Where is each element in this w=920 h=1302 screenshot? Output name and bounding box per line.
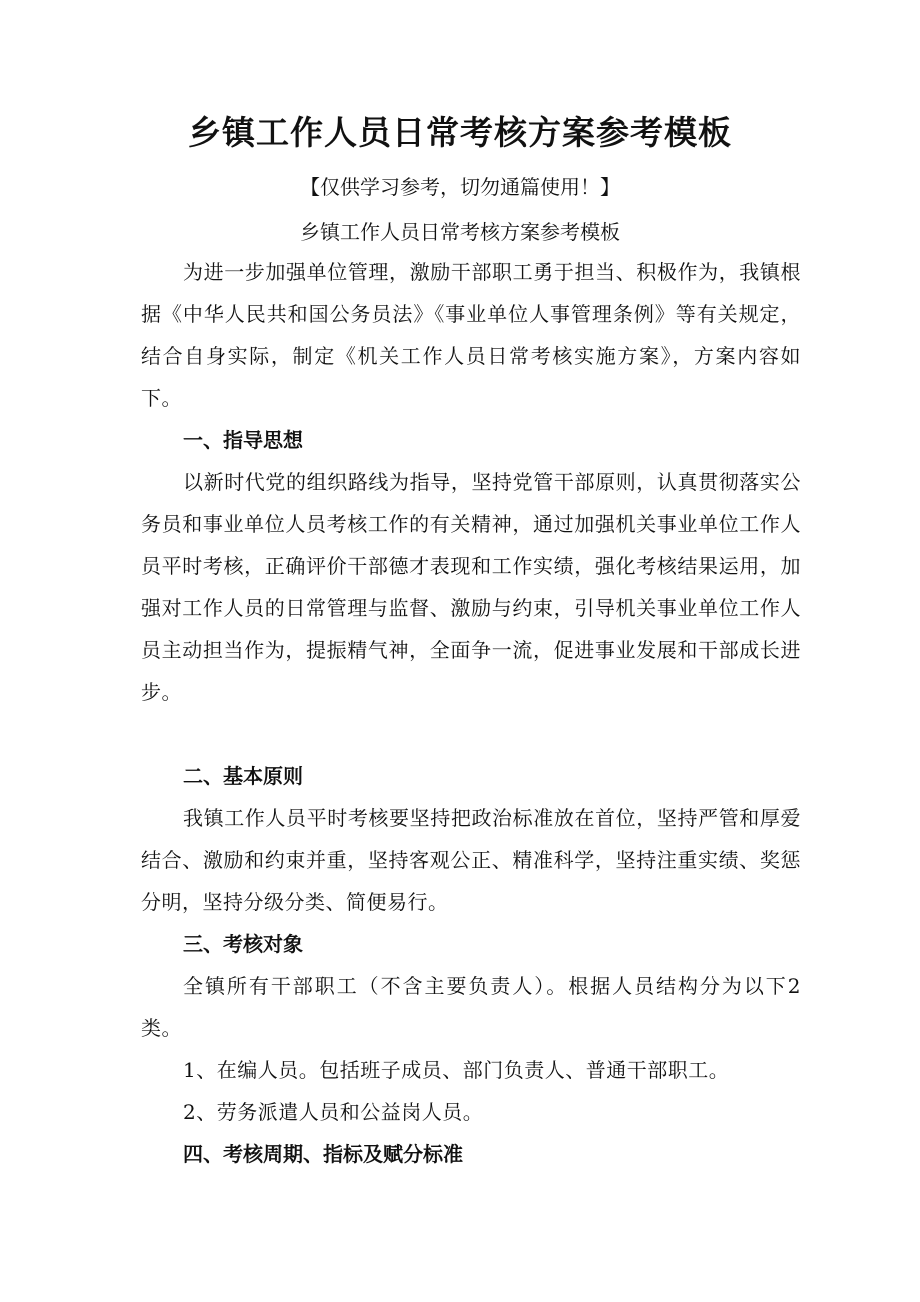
blank-line — [141, 713, 801, 755]
section-heading-guiding-ideology: 一、指导思想 — [183, 428, 303, 452]
section-heading-basic-principles: 二、基本原则 — [183, 764, 303, 788]
document-body — [141, 251, 801, 1175]
document-title: 乡镇工作人员日常考核方案参考模板 — [188, 113, 732, 152]
section-heading-assessment-targets: 三、考核对象 — [183, 932, 303, 956]
assessment-targets-paragraph: 全镇所有干部职工（不含主要负责人）。根据人员结构分为以下2类。 — [141, 974, 801, 1040]
guiding-ideology-paragraph: 以新时代党的组织路线为指导，坚持党管干部原则，认真贯彻落实公务员和事业单位人员考核工作的有关精神，通过加强机关事业单位工作人员平时考核，正确评价干部德才表现和工作实绩，强化考核结果运用，加强对工作人员的日常管理与监督、激励与约束，引导机关事业单位工作人员主动担当作为，提振精气神，全面争一流，促进事业发展和干部成长进步。 — [141, 470, 801, 704]
usage-notice: 【仅供学习参考，切勿通篇使用！】 — [300, 175, 620, 199]
intro-paragraph: 为进一步加强单位管理，激励干部职工勇于担当、积极作为，我镇根据《中华人民共和国公务员法》《事业单位人事管理条例》等有关规定，结合自身实际，制定《机关工作人员日常考核实施方案》，方案内容如下。 — [141, 260, 801, 410]
basic-principles-paragraph: 我镇工作人员平时考核要坚持把政治标准放在首位，坚持严管和厚爱结合、激励和约束并重，坚持客观公正、精准科学，坚持注重实绩、奖惩分明，坚持分级分类、简便易行。 — [141, 806, 801, 914]
assessment-targets-item-2: 2、劳务派遣人员和公益岗人员。 — [183, 1100, 484, 1124]
section-heading-assessment-cycle: 四、考核周期、指标及赋分标准 — [183, 1142, 463, 1166]
assessment-targets-item-1: 1、在编人员。包括班子成员、部门负责人、普通干部职工。 — [183, 1058, 730, 1082]
document-subtitle: 乡镇工作人员日常考核方案参考模板 — [300, 220, 620, 244]
